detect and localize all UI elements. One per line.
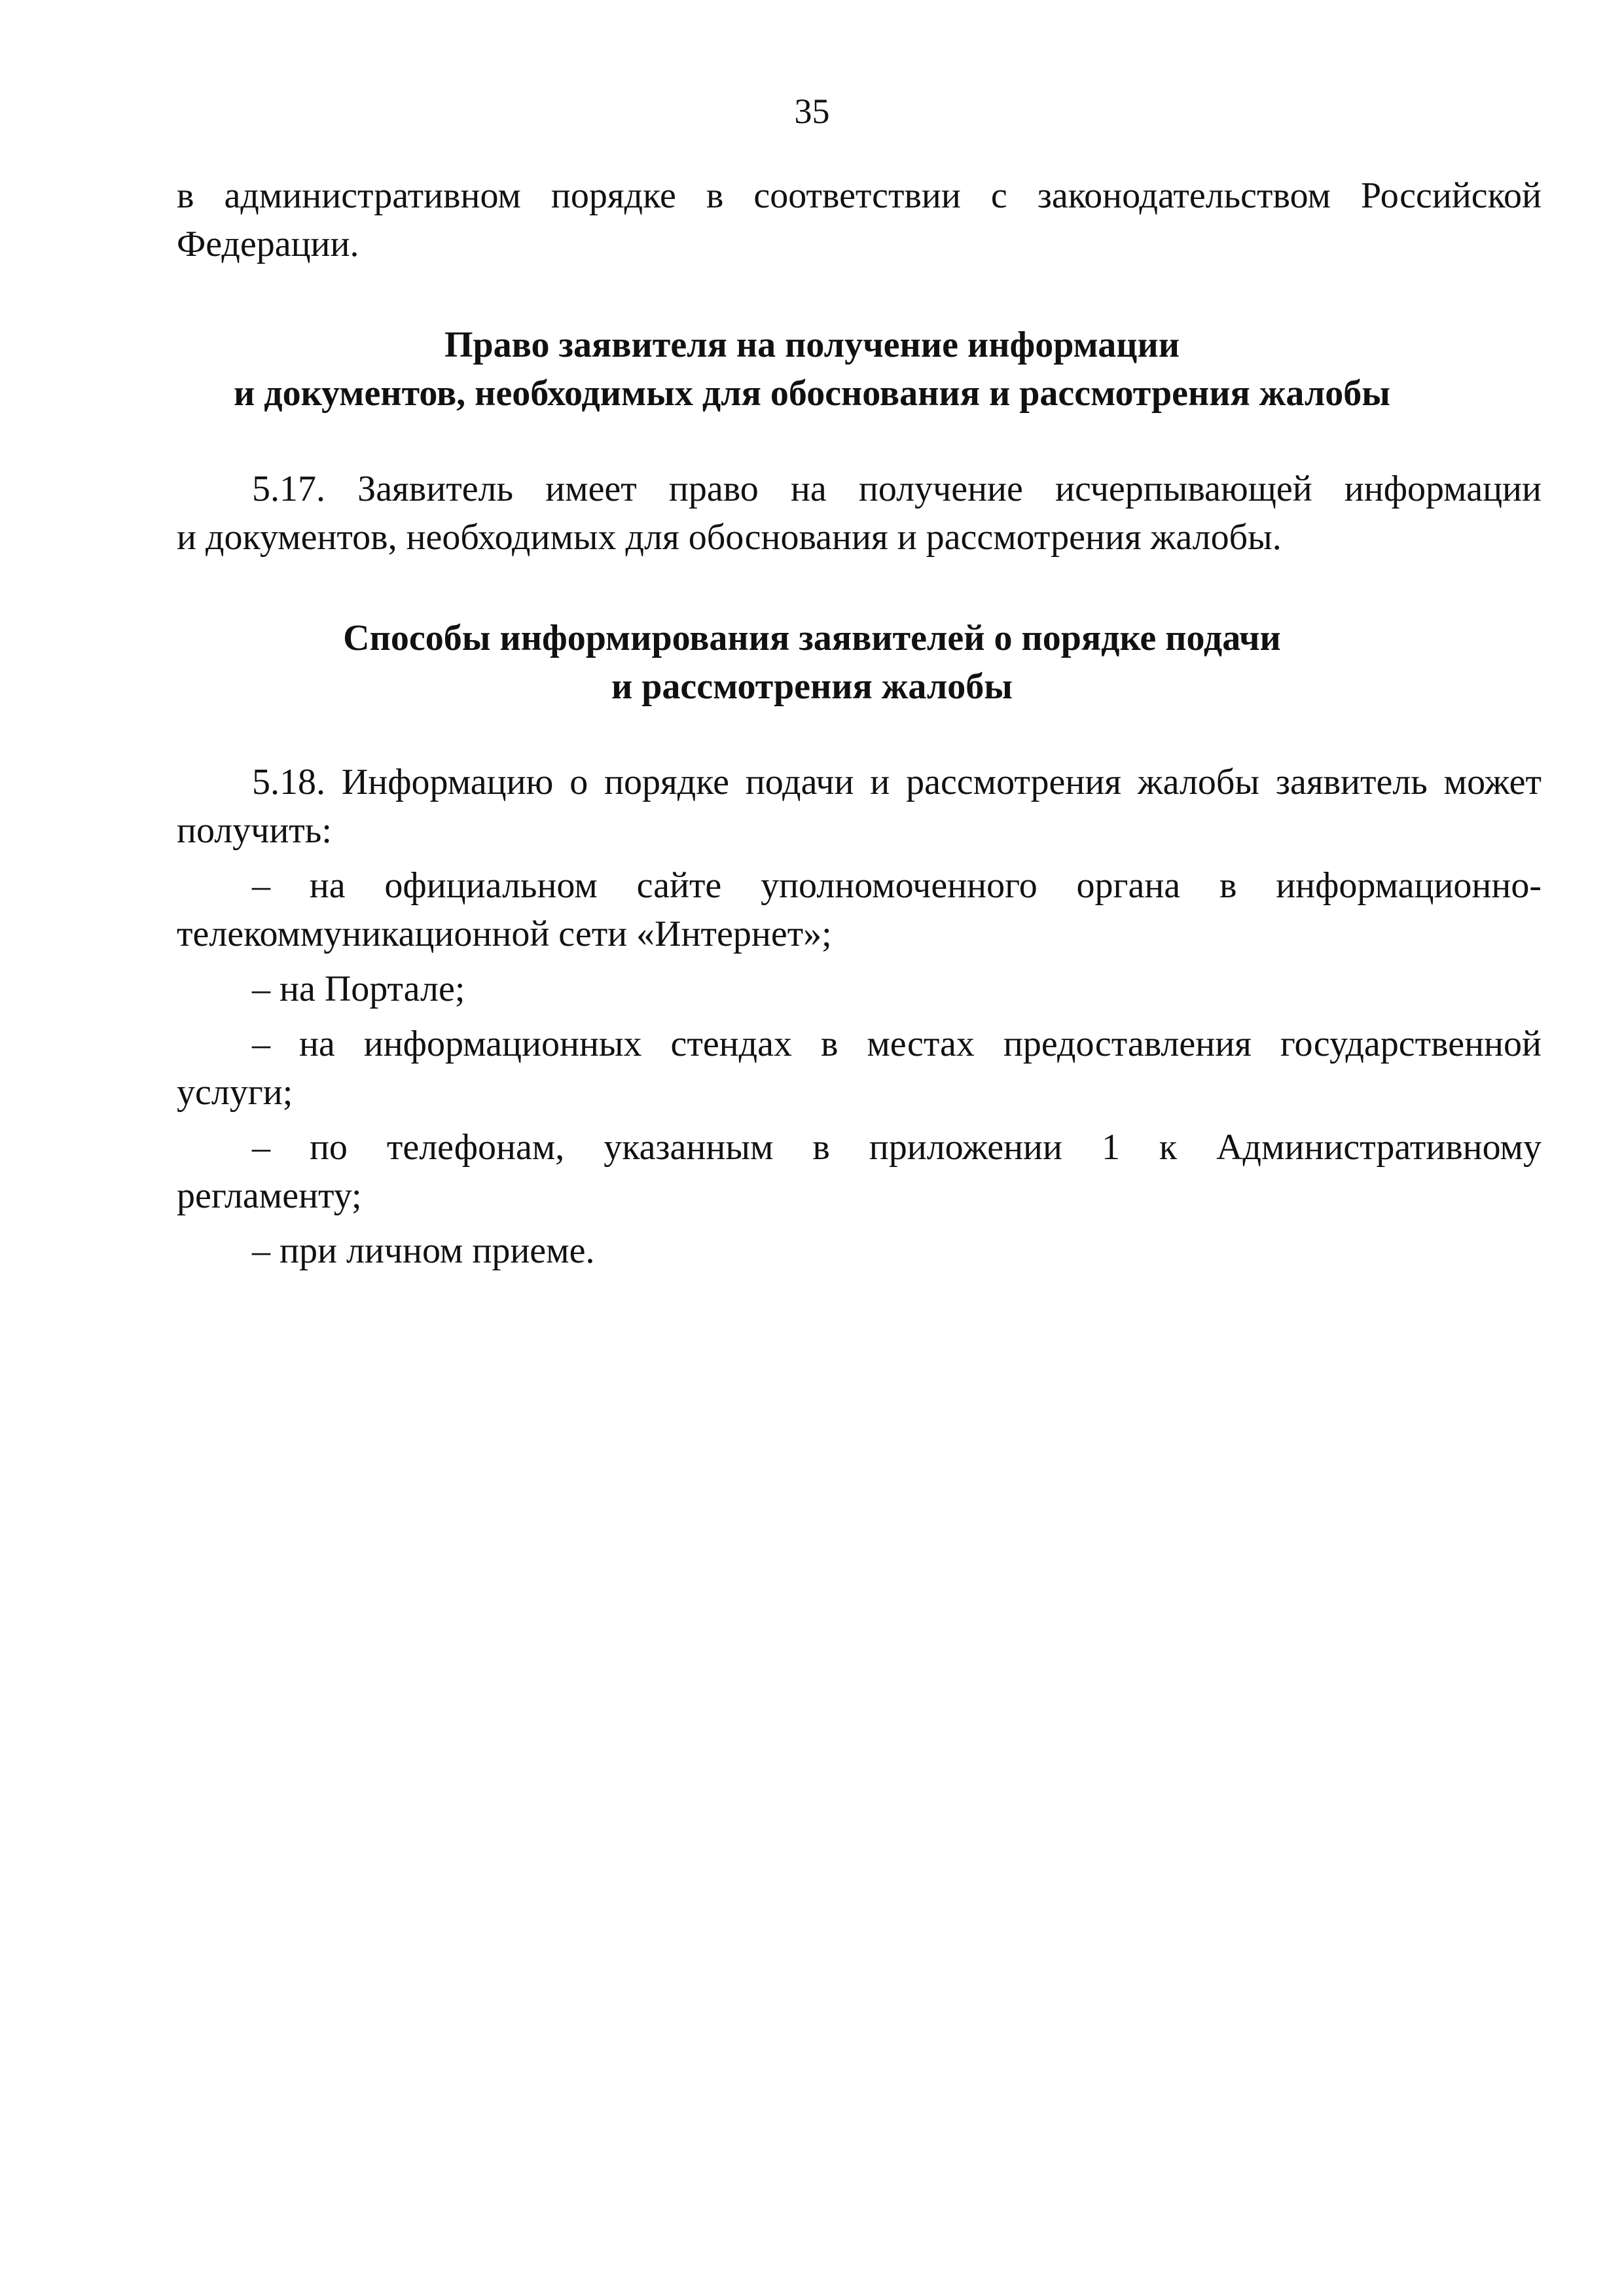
list-item-3-line-2: услуги; bbox=[177, 1072, 293, 1113]
section-517-paragraph-line-1: 5.17. Заявитель имеет право на получение исчерпывающей информации bbox=[252, 469, 1542, 509]
intro-line-2: Федерации. bbox=[177, 224, 359, 264]
section-518-heading-line-1: Способы информирования заявителей о порядке подачи bbox=[343, 618, 1281, 658]
intro-line-1: в административном порядке в соответствии с законодательством Российской bbox=[177, 175, 1542, 216]
list-item-3-line-1: – на информационных стендах в местах предоставления государственной bbox=[252, 1024, 1542, 1064]
list-item-2: – на Портале; bbox=[252, 969, 465, 1009]
section-517-heading-line-1: Право заявителя на получение информации bbox=[444, 325, 1180, 365]
section-517-heading-line-2: и документов, необходимых для обоснования и рассмотрения жалобы bbox=[233, 373, 1391, 414]
section-518-heading-line-2: и рассмотрения жалобы bbox=[611, 666, 1013, 707]
section-518-paragraph-line-1: 5.18. Информацию о порядке подачи и рассмотрения жалобы заявитель может bbox=[252, 762, 1542, 802]
list-item-4-line-2: регламенту; bbox=[177, 1175, 362, 1216]
list-item-5: – при личном приеме. bbox=[252, 1230, 595, 1271]
section-518-paragraph-line-2: получить: bbox=[177, 810, 332, 851]
list-item-4-line-1: – по телефонам, указанным в приложении 1 к Административному bbox=[252, 1127, 1542, 1168]
page-number: 35 bbox=[794, 92, 830, 131]
section-517-paragraph-line-2: и документов, необходимых для обоснования и рассмотрения жалобы. bbox=[177, 517, 1282, 558]
list-item-1-line-1: – на официальном сайте уполномоченного органа в информационно- bbox=[252, 865, 1542, 906]
list-item-1-line-2: телекоммуникационной сети «Интернет»; bbox=[177, 914, 832, 954]
